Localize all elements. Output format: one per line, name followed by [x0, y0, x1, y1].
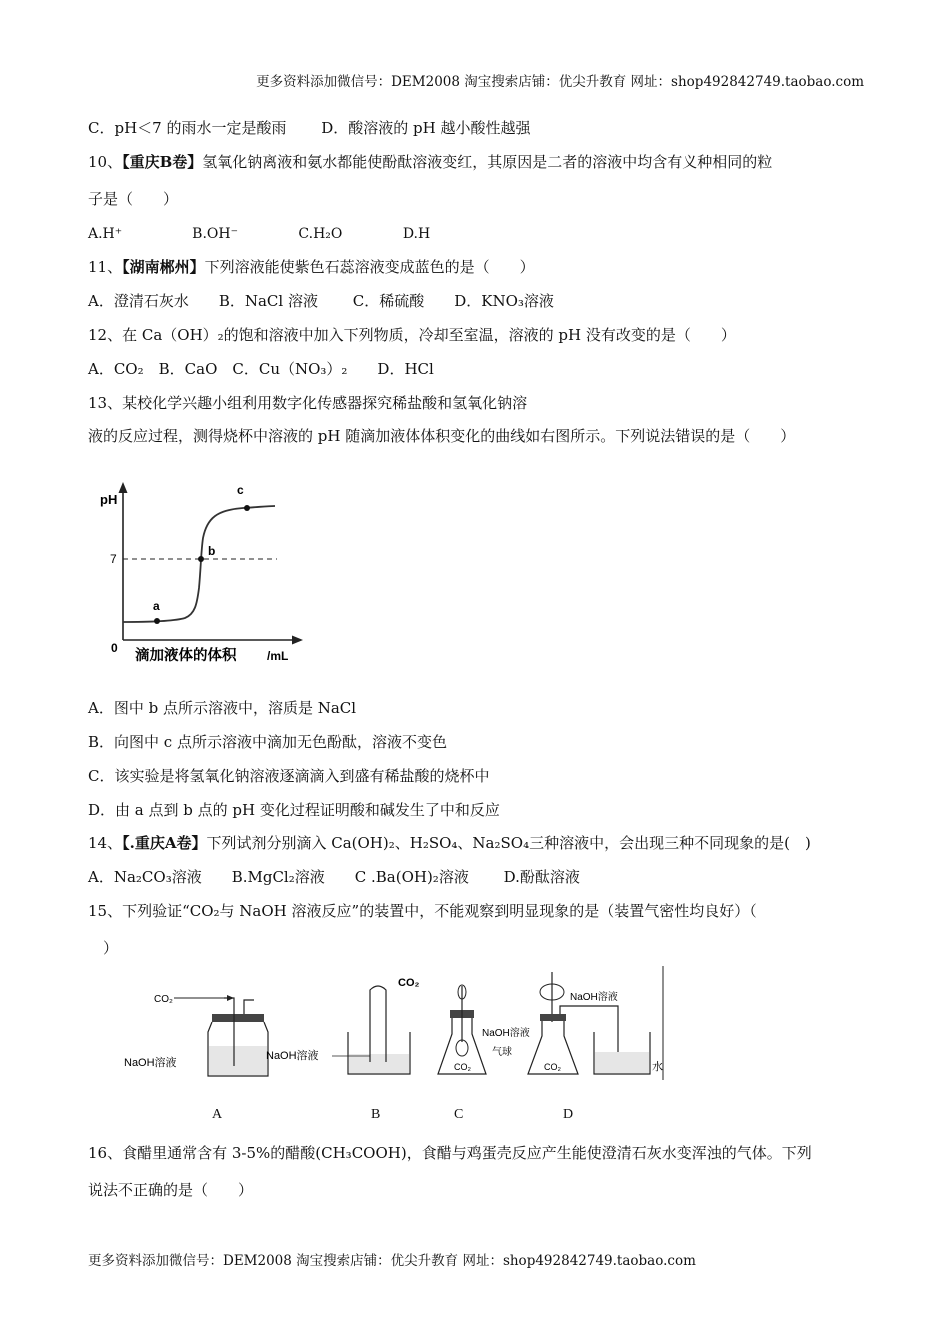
- q13-option-b: B．向图中 c 点所示溶液中滴加无色酚酞，溶液不变色: [88, 733, 447, 751]
- q10-stem-cont: 子是（ ）: [88, 190, 179, 208]
- point-c: [244, 505, 250, 511]
- q11-text: 下列溶液能使紫色石蕊溶液变成蓝色的是（ ）: [204, 258, 535, 276]
- q10-number: 10、: [88, 153, 123, 171]
- q10-source-tag: 【重庆B卷】: [122, 153, 203, 171]
- origin-label: 0: [111, 641, 118, 655]
- apparatus-c-co2-label: CO₂: [454, 1062, 471, 1072]
- apparatus-c-naoh-label: NaOH溶液: [482, 1028, 530, 1039]
- apparatus-label-a: A: [212, 1107, 223, 1122]
- x-axis-unit: /mL: [267, 649, 289, 663]
- q14-options: A．Na₂CO₃溶液 B.MgCl₂溶液 C .Ba(OH)₂溶液 D.酚酞溶液: [88, 868, 580, 886]
- beaker-b-liquid: [349, 1054, 409, 1073]
- apparatus-label-c: C: [454, 1107, 464, 1122]
- q13-stem-cont: 液的反应过程，测得烧杯中溶液的 pH 随滴加液体体积变化的曲线如右图所示。下列说法错误的是（ ）: [88, 427, 796, 445]
- q11-options: A．澄清石灰水 B．NaCl 溶液 C．稀硫酸 D．KNO₃溶液: [88, 292, 554, 310]
- stopper: [212, 1014, 264, 1022]
- apparatus-d-naoh-label: NaOH溶液: [570, 992, 618, 1003]
- q16-stem-cont: 说法不正确的是（ ）: [88, 1181, 254, 1199]
- apparatus-b: [266, 977, 420, 1074]
- q11-number: 11、: [88, 258, 123, 276]
- q15-stem: 15、下列验证“CO₂与 NaOH 溶液反应”的装置中，不能观察到明显现象的是（装置气密性均良好）（: [88, 902, 757, 920]
- q9-option-cd: C．pH＜7 的雨水一定是酸雨 D．酸溶液的 pH 越小酸性越强: [88, 119, 531, 137]
- q13-option-d: D．由 a 点到 b 点的 pH 变化过程证明酸和碱发生了中和反应: [88, 801, 500, 819]
- q15-stem-cont: ）: [88, 939, 119, 957]
- apparatus-label-d: D: [563, 1107, 574, 1122]
- apparatus-b-co2-label: CO₂: [398, 977, 420, 989]
- q10-options: A.H⁺ B.OH⁻ C.H₂O D.H: [88, 226, 431, 242]
- beaker-d-water: [595, 1052, 649, 1073]
- test-tube-b: [370, 986, 386, 1062]
- page-footer: 更多资料添加微信号：DEM2008 淘宝搜索店铺：优尖升教育 网址：shop492842749.taobao.com: [88, 1253, 696, 1269]
- apparatus-d: [528, 966, 663, 1080]
- q12-stem: 12、在 Ca（OH）₂的饱和溶液中加入下列物质，冷却至室温，溶液的 pH 没有改变的是（ ）: [88, 326, 736, 344]
- apparatus-a-naoh-label: NaOH溶液: [124, 1057, 177, 1069]
- q11-stem: [88, 256, 535, 277]
- point-c-label: c: [237, 483, 244, 497]
- q14-text: 下列试剂分别滴入 Ca(OH)₂、H₂SO₄、Na₂SO₄三种溶液中，会出现三种不同现象的是( ): [206, 834, 811, 852]
- q13-option-a: A．图中 b 点所示溶液中，溶质是 NaCl: [88, 699, 357, 717]
- y-tick-7: 7: [110, 552, 117, 566]
- q12-options: A．CO₂ B．CaO C．Cu（NO₃）₂ D．HCl: [88, 360, 434, 378]
- apparatus-b-naoh-label: NaOH溶液: [266, 1050, 319, 1062]
- apparatus-c: [438, 985, 530, 1074]
- bottle-liquid: [209, 1046, 267, 1075]
- y-axis-arrow: [119, 482, 128, 493]
- q14-source-tag: 【.重庆A卷】: [122, 834, 207, 852]
- apparatus-label-b: B: [371, 1107, 381, 1122]
- point-a-label: a: [153, 599, 160, 613]
- apparatus-a: [124, 994, 268, 1076]
- apparatus-d-co2-label: CO₂: [544, 1062, 561, 1072]
- point-b: [198, 556, 204, 562]
- flask-d-stopper: [540, 1014, 566, 1021]
- page-header: 更多资料添加微信号：DEM2008 淘宝搜索店铺：优尖升教育 网址：shop492842749.taobao.com: [256, 74, 864, 90]
- ph-titration-graph: [95, 468, 315, 668]
- q16-stem: 16、食醋里通常含有 3-5%的醋酸(CH₃COOH)，食醋与鸡蛋壳反应产生能使澄清石灰水变浑浊的气体。下列: [88, 1144, 812, 1162]
- apparatus-d-water-label: 水: [652, 1061, 663, 1073]
- q11-source-tag: 【湖南郴州】: [122, 258, 205, 276]
- y-axis-label: pH: [100, 492, 118, 507]
- apparatus-c-balloon-label: 气球: [492, 1047, 512, 1058]
- outlet-tube: [244, 1000, 254, 1014]
- x-axis-arrow: [292, 636, 303, 645]
- q13-option-c: C．该实验是将氢氧化钠溶液逐滴滴入到盛有稀盐酸的烧杯中: [88, 767, 490, 785]
- ph-curve: [123, 506, 275, 622]
- balloon-c: [456, 1040, 468, 1056]
- q13-stem: 13、某校化学兴趣小组利用数字化传感器探究稀盐酸和氢氧化钠溶: [88, 394, 528, 412]
- q10-text: 氢氧化钠离液和氨水都能使酚酞溶液变红，其原因是二者的溶液中均含有义种相同的粒: [202, 153, 773, 171]
- q14-number: 14、: [88, 834, 123, 852]
- q10-stem: [88, 151, 772, 172]
- apparatus-a-co2-label: CO₂: [154, 994, 173, 1005]
- x-axis-label: 滴加液体的体积: [135, 648, 237, 664]
- apparatus-figure: [120, 962, 680, 1092]
- point-a: [154, 618, 160, 624]
- point-b-label: b: [208, 544, 216, 558]
- q14-stem: [88, 832, 811, 853]
